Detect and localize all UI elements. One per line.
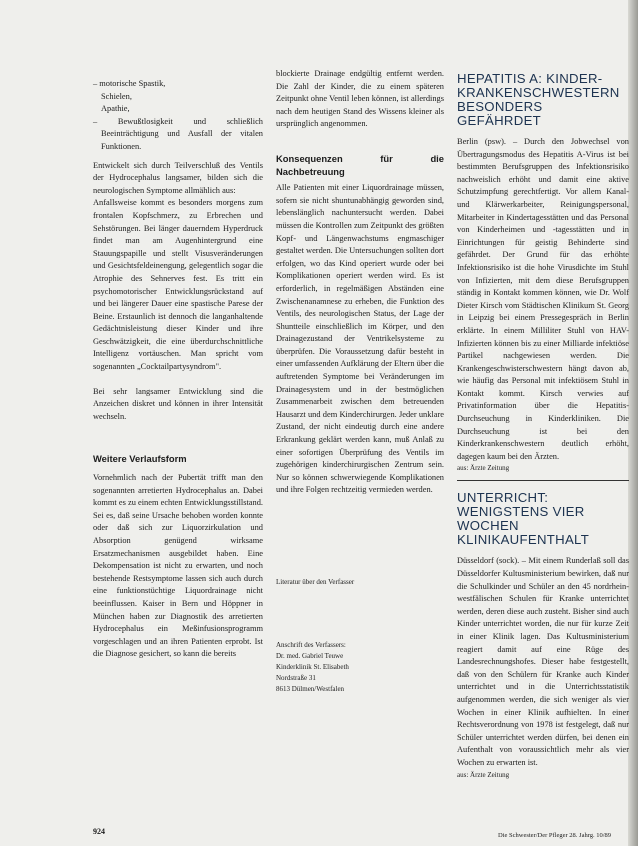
- list-item: – Bewußtlosigkeit und schließlich Beeinträchtigung und Ausfall der vitalen Funktionen.: [93, 116, 263, 151]
- body-paragraph: Alle Patienten mit einer Liquordrainage müssen, sofern sie nicht shuntunabhängig geworden sind, lebenslänglich nachuntersucht werden. Dabei müssen die Kontrollen zum Zeitpunkt des größten Kopf- und Längenwachstums engmaschiger gestaltet werden. Die Untersuchungen sollten dort erfolgen, wo das Kind operiert wurde oder bei Komplikationen operiert werden wird. Es ist erforderlich, in regelmäßigen Abständen eine Zwischenanamnese zu erheben, die Funktion des Ventils, des neurologischen Status, der Lage der Shuntteile einschließlich im Körper, und den Drainagezustand der Ventrikelsysteme zu überprüfen. Die Voraussetzung dafür besteht in einer umfassenden Aufklärung der Eltern über die auftretenden Symptome bei Veränderungen im Drainagesystem und in der bestmöglichen Zusammenarbeit zwischen dem betreuenden Hausarzt und dem Kinderchirurgen. Jeder unklare Zustand, der nicht eindeutig durch eine andere Erkrankung geklärt werden kann, muß Anlaß zu einer sofortigen Überprüfung des Ventils im zugehörigen kinderchirurgischen Zentrum sein. Nur so können schwerwiegende Komplikationen und ihre Folgen rechtzeitig vermieden werden.: [276, 183, 444, 495]
- list-item: – motorische Spastik,: [93, 79, 166, 88]
- address-line: Nordstraße 31: [276, 674, 316, 682]
- news-byline: aus: Ärzte Zeitung: [457, 770, 510, 779]
- column-right: [457, 72, 629, 781]
- column-middle: [276, 68, 444, 695]
- column-left: [93, 78, 263, 661]
- address-label: Anschrift des Verfassers:: [276, 641, 346, 649]
- section-heading: Konsequenzen für die Nachbetreuung: [276, 152, 444, 177]
- running-footer: Die Schwester/Der Pfleger 28. Jahrg. 10/89: [498, 832, 612, 839]
- news-headline: UNTERRICHT: WENIGSTENS VIER WOCHEN KLINIKAUFENTHALT: [457, 490, 590, 548]
- news-article: Düsseldorf (sock). – Mit einem Runderlaß soll das Düsseldorfer Kultusministerium bewirken, daß nur die Schulkinder und Schüler an den 45 nordrhein-westfälischen Schulen für Kranke unterrichtet werden, deren diese auch zusteht. Bisher sind auch Kinder unterrichtet worden, die nur für kurze Zeit in einer Klinik lagen. Das Kultusministerium reagiert damit auf eine Rüge des Landesrechnungshofes. Dieser habe festgestellt, daß von den Schülern für Kranke auch Kinder unterrichtet und in die Unterrichtsstatistik aufgenommen werden, die sich weniger als vier Wochen in einer Klinik aufhielten. In einer Rechtsverordnung von 1978 ist festgelegt, daß nur Schüler unterrichtet werden dürfen, bei denen ein Aufenthalt von voraussichtlich mehr als vier Wochen zu erwarten ist.: [457, 556, 629, 767]
- body-paragraph: blockierte Drainage endgültig entfernt werden. Die Zahl der Kinder, die zu einem späteren Zeitpunkt ohne Ventil leben können, ist allerdings nach dem heutigen Stand des Wissens kleiner als ursprünglich angenommen.: [276, 69, 444, 129]
- news-byline: aus: Ärzte Zeitung: [457, 464, 510, 473]
- body-paragraph: Vornehmlich nach der Pubertät trifft man den sogenannten arretierten Hydrocephalus an. Dabei kommt es zu einem echten Entwicklungsstillstand. Sei es, daß seine Ursache behoben worden konnte oder daß sich zur Liquorzirkulation und Absorption genügend wirksame Ersatzmechanismen ausgebildet haben. Eine Dekompensation ist nicht zu erwarten, und noch bestehende Restsymptome lassen sich auch durch eine funktionstüchtige Liquordrainage nicht beeinflussen. Kaiser in Bern und Höppner in München haben zur Diagnostik des arretierten Hydrocephalus ein Meßinfusionsprogramm vorgeschlagen und an ihren Patienten erprobt. Ist die Diagnose gesichert, so kann die bereits: [93, 473, 263, 659]
- address-line: Dr. med. Gabriel Teuwe: [276, 652, 344, 660]
- divider: [457, 480, 629, 481]
- address-line: Kinderklinik St. Elisabeth: [276, 663, 349, 671]
- literature-note: Literatur über den Verfasser: [276, 578, 355, 586]
- page-number: 924: [93, 827, 105, 836]
- address-line: 8613 Dülmen/Westfalen: [276, 685, 345, 693]
- body-paragraph: Anfallsweise kommt es besonders morgens zum frontalen Kopfschmerz, zu Erbrechen und Sehstörungen. Bei länger dauerndem Hyperdruck findet man am Augenhintergrund eine Stauungspapille und stellt Visusveränderungen und Gesichtsfeldeinengung, gelegentlich sogar die Atrophie des Sehnerves fest. Es tritt ein psychomotorischer Entwicklungsrückstand auf und bei längerer Dauer eine spastische Parese der Beine. Erstaunlich ist dennoch die langanhaltende Gedächtnisleistung dieser Kinder und ihre Geschwätzigkeit, die eine überdurchschnittliche Intelligenz vortäuschen. Man spricht vom sogenannten „Cocktailpartysyndrom".: [93, 198, 263, 372]
- news-headline: HEPATITIS A: KINDER-KRANKENSCHWESTERN BESONDERS GEFÄHRDET: [457, 71, 620, 128]
- body-paragraph: Entwickelt sich durch Teilverschluß des Ventils der Hydrocephalus langsamer, bilden sich die neurologischen Symptome allmählich aus:: [93, 160, 263, 195]
- page-edge-shadow: [628, 0, 638, 846]
- body-paragraph: Bei sehr langsamer Entwicklung sind die Anzeichen diskret und können in ihrer Intensität wechseln.: [93, 386, 263, 421]
- list-item: Apathie,: [101, 104, 130, 114]
- list-item: Schielen,: [101, 91, 132, 101]
- section-heading: Weitere Verlaufsform: [93, 453, 187, 465]
- news-article: Berlin (psw). – Durch den Jobwechsel von Übertragungsmodus des Hepatitis A-Virus ist bei bestimmten Berufsgruppen des Infektionsrisiko nachweislich erhöht und damit eine aktive Schutzimpfung gerechtfertigt. Vor allem Kanal- und Klärwerkarbeiter, Reinigungspersonal, Mitarbeiter in Kindertagesstätten und das Personal von Kinderheimen und -tagesstätten und in Einrichtungen für geistig Behinderte sind gefährdet. Der Grund für das erhöhte Infektionsrisiko ist die hohe Virusdichte im Stuhl von Infizierten, mit dem diese Berufsgruppen ständig in Kontakt kommen können, wie Dr. Wolf Dieter Kirsch vom Städtischen Klinikum St. Georg in Leipzig bei einem Pressegespräch in Berlin erklärte. In einem Milliliter Stuhl von HAV-Infizierten können bis zu einer Milliarde infektiöse Partikel nachgewiesen werden. Die Krankengeschwisterschwestern hängt davon ab, wie häufig das Personal mit infektiösem Stuhl in Kontakt kommt. Kirsch verwies auf Privatinformation über die Hepatitis-Durchseuchung in Kinderkliniken. Die Durchseuchung ist bei den Kinderkrankenschwestern deutlich erhöht, dagegen kaum bei den Ärzten.: [457, 137, 629, 461]
